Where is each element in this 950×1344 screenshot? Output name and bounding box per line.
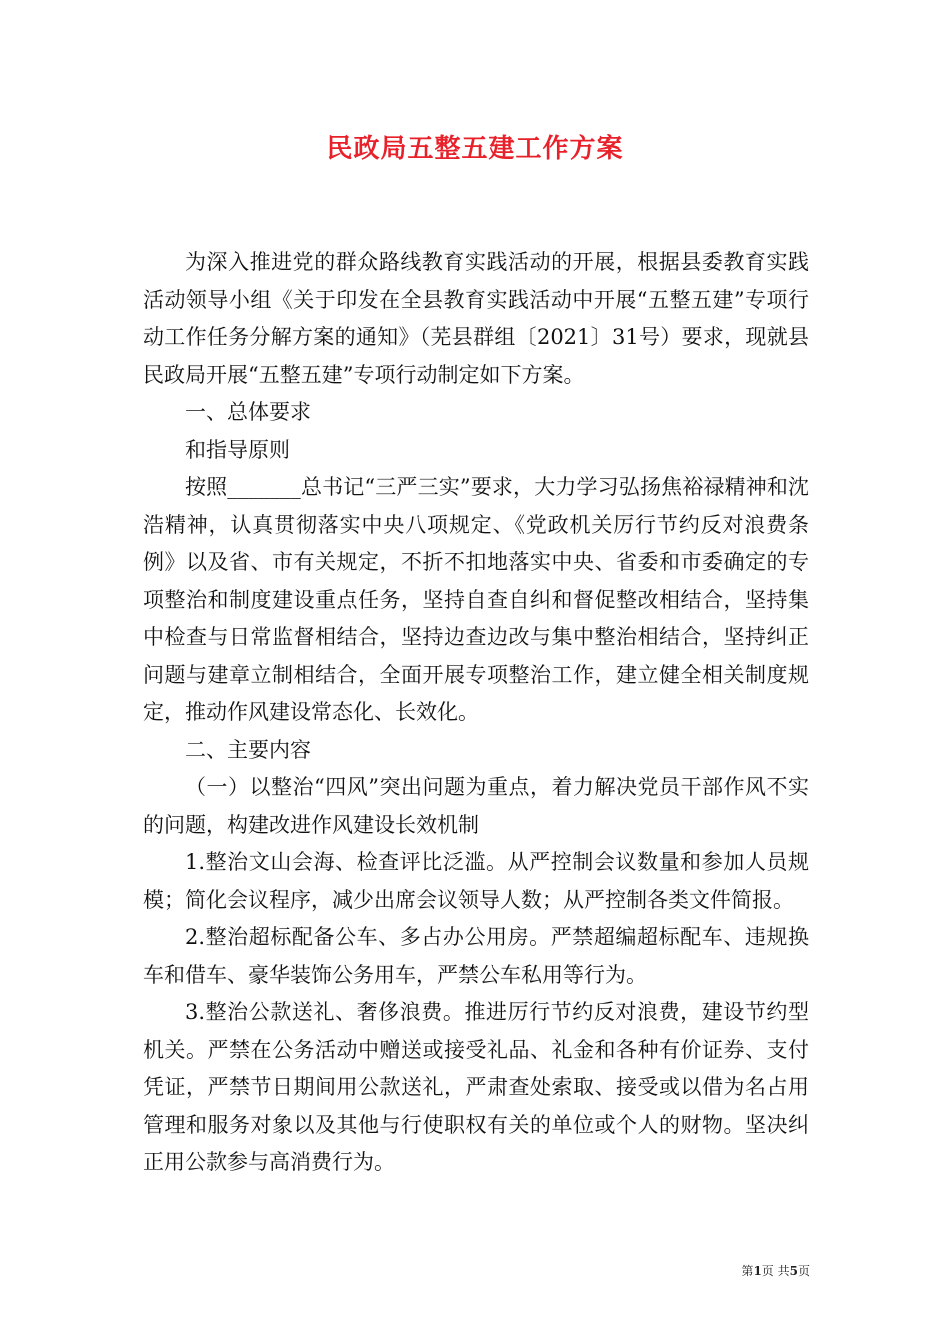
section-heading-1-continued: 和指导原则 (185, 437, 290, 462)
footer-middle: 页 共 (761, 1264, 790, 1278)
total-page-number: 5 (789, 1264, 798, 1278)
item-paragraph-3: 3.整治公款送礼、奢侈浪费。推进厉行节约反对浪费，建设节约型机关。严禁在公务活动中赠送或接受礼品、礼金和各种有价证券、支付凭证，严禁节日期间用公款送礼，严肃查处索取、接受或以借为名占用管理和服务对象以及其他与行使职权有关的单位或个人的财物。坚决纠正用公款参与高消费行为。 (143, 1000, 809, 1174)
item-paragraph-1: 1.整治文山会海、检查评比泛滥。从严控制会议数量和参加人员规模；简化会议程序，减少出席会议领导人数；从严控制各类文件简报。 (143, 850, 809, 912)
footer-prefix: 第 (741, 1264, 754, 1278)
document-body (143, 244, 809, 1182)
page-footer (700, 1262, 810, 1279)
intro-paragraph: 为深入推进党的群众路线教育实践活动的开展，根据县委教育实践活动领导小组《关于印发在全县教育实践活动中开展“五整五建”专项行动工作任务分解方案的通知》（芜县群组〔2021〕31号）要求，现就县民政局开展“五整五建”专项行动制定如下方案。 (143, 250, 809, 387)
section-heading-2: 二、主要内容 (185, 737, 311, 762)
footer-suffix: 页 (797, 1264, 810, 1278)
document-title: 民政局五整五建工作方案 (326, 134, 624, 164)
current-page-number: 1 (753, 1264, 762, 1278)
item-paragraph-2: 2.整治超标配备公车、多占办公用房。严禁超编超标配车、违规换车和借车、豪华装饰公务用车，严禁公车私用等行为。 (143, 925, 809, 987)
section-heading-1: 一、总体要求 (185, 400, 311, 424)
principles-paragraph: 按照_______总书记“三严三实”要求，大力学习弘扬焦裕禄精神和沈浩精神，认真贯彻落实中央八项规定、《党政机关厉行节约反对浪费条例》以及省、市有关规定，不折不扣地落实中央、省委和市委确定的专项整治和制度建设重点任务，坚持自查自纠和督促整改相结合，坚持集中检查与日常监督相结合，坚持边查边改与集中整治相结合，坚持纠正问题与建章立制相结合，全面开展专项整治工作，建立健全相关制度规定，推动作风建设常态化、长效化。 (143, 475, 809, 724)
subsection-heading-1: （一）以整治“四风”突出问题为重点，着力解决党员干部作风不实的问题，构建改进作风建设长效机制 (143, 775, 809, 837)
